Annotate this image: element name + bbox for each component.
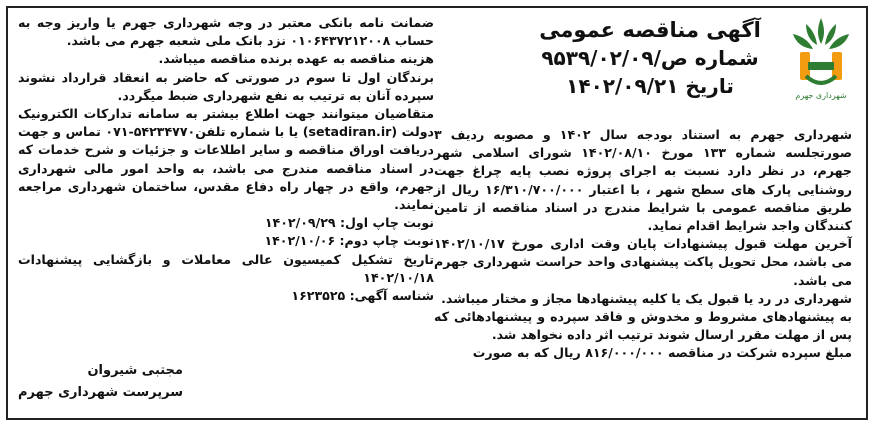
notice-date: تاریخ ۱۴۰۲/۰۹/۲۱ bbox=[566, 74, 734, 98]
left-column bbox=[18, 14, 434, 305]
first-print-date: نوبت چاپ اول: ۱۴۰۲/۰۹/۲۹ bbox=[264, 215, 434, 231]
commission-date: تاریخ تشکیل کمیسیون عالی معاملات و بازگشایی پیشنهادات ۱۴۰۲/۱۰/۱۸ bbox=[18, 251, 434, 285]
paragraph-intro: شهرداری جهرم به استناد بودجه سال ۱۴۰۲ و مصوبه ردیف ۳ صورتجلسه شماره ۱۳۳ مورخ ۱۴۰۲/۰۸/۱۰ شورای اسلامی شهر جهرم، در نظر دارد نسبت به اجرای پروژه نصب پایه چراغ جهت روشنایی پارک های سطح شهر ، با اعتبار ۱۶/۳۱۰/۷۰۰/۰۰۰ ریال از طریق مناقصه عمومی با شرایط مندرج در اسناد مناقصه از تامین کنندگان واجد شرایط اقدام نماید. bbox=[434, 127, 852, 234]
notice-number: شماره ص/۹۵۳۹/۰۲/۰۹ bbox=[541, 46, 759, 70]
paragraph-guarantee: ضمانت نامه بانکی معتبر در وجه شهرداری جهرم یا واریز وجه به حساب ۰۱۰۶۴۳۷۲۱۲۰۰۸ نزد بانک ملی شعبه جهرم می باشد. bbox=[18, 15, 434, 49]
paragraph-deadline: آخرین مهلت قبول پیشنهادات پایان وقت اداری مورخ ۱۴۰۲/۱۰/۱۷ می باشد، محل تحویل پاکت پیشنهادی واحد حراست شهرداری جهرم می باشد. bbox=[434, 236, 852, 288]
paragraph-cost: هزینه مناقصه به عهده برنده مناقصه میباشد. bbox=[158, 51, 434, 67]
right-column bbox=[434, 126, 852, 363]
signatory-title: سرپرست شهرداری جهرم bbox=[18, 385, 183, 400]
paragraph-conditions: به پیشنهادهای مشروط و مخدوش و فاقد سپرده و پیشنهادهائی که پس از مهلت مقرر ارسال شوند ترتیب اثر داده نخواهد شد. bbox=[434, 309, 852, 343]
signatory-name: مجتبی شیروان bbox=[87, 363, 183, 378]
logo-caption: شهرداری جهرم bbox=[795, 91, 847, 100]
paragraph-rights: شهرداری در رد یا قبول یک یا کلیه پیشنهادها مجاز و مختار میباشد. bbox=[441, 290, 852, 306]
paragraph-winners: برندگان اول تا سوم در صورتی که حاضر به انعقاد قرارداد نشوند سپرده آنان به ترتیب به نفع شهرداری ضبط میگردد. bbox=[18, 69, 434, 103]
notice-header bbox=[526, 16, 774, 100]
notice-frame bbox=[6, 6, 868, 420]
paragraph-deposit: مبلغ سپرده شرکت در مناقصه ۸۱۶/۰۰۰/۰۰۰ ریال که به صورت bbox=[472, 345, 852, 361]
second-print-date: نوبت چاپ دوم: ۱۴۰۲/۱۰/۰۶ bbox=[264, 233, 434, 249]
paragraph-contact: متقاضیان میتوانند جهت اطلاع بیشتر به سامانه تدارکات الکترونیک دولت (setadiran.ir) یا با شماره تلفن۵۴۲۳۴۷۷۰-۰۷۱ تماس و جهت دریافت اوراق مناقصه و سایر اطلاعات و جزئیات و شرح خدمات که در اسناد مناقصه مندرج می باشد، به واحد امور مالی شهرداری جهرم، واقع در چهار راه دفاع مقدس، ساختمان شهرداری مراجعه نمایند. bbox=[18, 106, 434, 213]
signature-block bbox=[18, 360, 183, 404]
ad-id: شناسه آگهی: ۱۶۲۳۵۲۵ bbox=[291, 288, 434, 304]
municipality-logo bbox=[784, 14, 858, 100]
notice-title: آگهی مناقصه عمومی bbox=[539, 18, 761, 42]
